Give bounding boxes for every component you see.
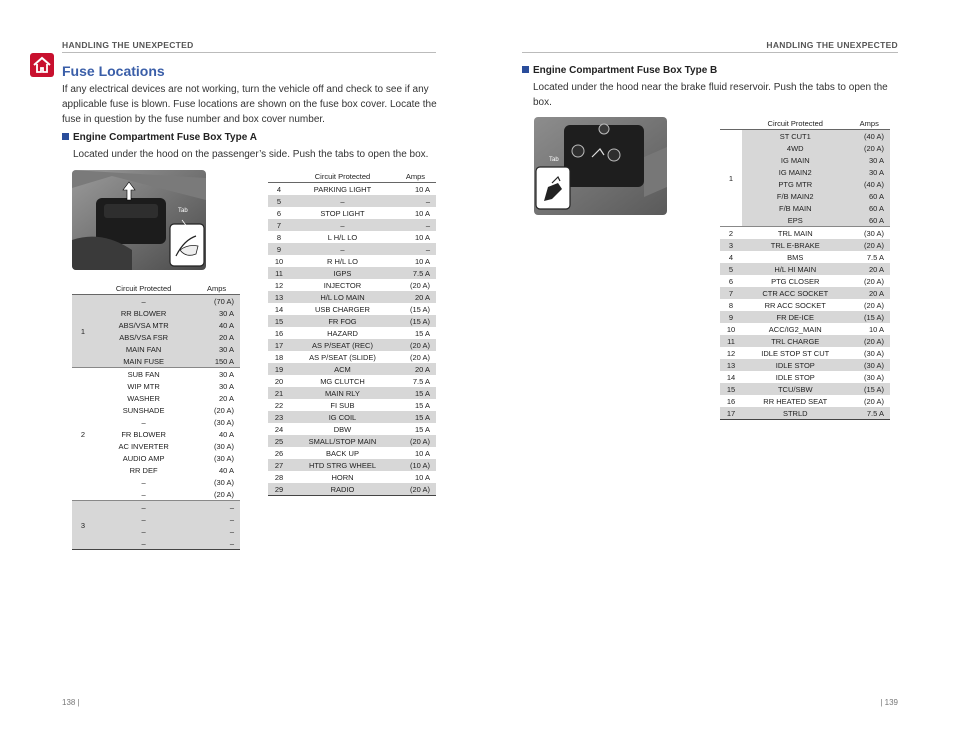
table-row	[268, 327, 436, 339]
table-row	[72, 319, 240, 331]
circuit-name: IDLE STOP	[742, 359, 849, 371]
table-row	[268, 411, 436, 423]
amp-rating: (20 A)	[395, 483, 436, 496]
circuit-name: L H/L LO	[327, 232, 358, 242]
table-row	[268, 303, 436, 315]
home-button[interactable]	[30, 53, 54, 77]
page-number-right: | 139	[880, 698, 898, 707]
circuit-name: –	[141, 417, 146, 427]
circuit-name: IG MAIN2	[742, 166, 849, 178]
fuse-table-b-body	[720, 130, 890, 420]
amp-rating: (20 A)	[849, 335, 890, 347]
fuse-number: 16	[726, 396, 736, 406]
circuit-name: ABS/VSA MTR	[94, 319, 193, 331]
table-row	[72, 368, 240, 381]
table-row	[720, 178, 890, 190]
fuse-number: 12	[726, 348, 736, 358]
amp-rating: (40 A)	[849, 130, 890, 143]
circuit-name: RADIO	[290, 483, 395, 496]
header-rule	[522, 52, 898, 53]
circuit-name: TCU/SBW	[742, 383, 849, 395]
table-row	[72, 343, 240, 355]
table-row	[720, 130, 890, 143]
amp-rating: 10 A	[414, 184, 430, 194]
circuit-name: RR HEATED SEAT	[763, 396, 828, 406]
circuit-name: RR BLOWER	[94, 307, 193, 319]
table-row	[268, 375, 436, 387]
circuit-name: H/L LO MAIN	[290, 291, 395, 303]
amp-rating: –	[395, 195, 436, 207]
amp-rating: 10 A	[868, 324, 884, 334]
table-row	[72, 355, 240, 368]
amp-rating: 7.5 A	[849, 407, 890, 420]
table-row	[268, 279, 436, 291]
fuse-number: 5	[720, 263, 742, 275]
fuse-number: 2	[728, 228, 734, 238]
table-row	[268, 219, 436, 231]
table-row	[72, 501, 240, 514]
table-row	[720, 287, 890, 299]
amp-rating: 10 A	[414, 208, 430, 218]
amp-rating: (70 A)	[193, 295, 240, 308]
fuse-number: 29	[268, 483, 290, 496]
table-row	[72, 428, 240, 440]
table-row	[268, 267, 436, 279]
circuit-name: –	[94, 513, 193, 525]
fuse-number: 16	[274, 328, 284, 338]
table-row	[72, 331, 240, 343]
amp-rating: (30 A)	[213, 441, 234, 451]
amp-rating: 15 A	[414, 328, 430, 338]
circuit-name: IG COIL	[290, 411, 395, 423]
amp-rating: 30 A	[218, 369, 234, 379]
col-header-amps: Amps	[849, 117, 890, 130]
fuse-number: 23	[268, 411, 290, 423]
fuse-table-a1-body	[72, 295, 240, 550]
circuit-name: AS P/SEAT (SLIDE)	[309, 352, 376, 362]
circuit-name: –	[94, 295, 193, 308]
amp-rating: (20 A)	[863, 396, 884, 406]
amp-rating: (20 A)	[213, 405, 234, 415]
amp-rating: 30 A	[849, 166, 890, 178]
table-row	[268, 423, 436, 435]
amp-rating: (15 A)	[849, 311, 890, 323]
fuse-table-b	[720, 117, 890, 420]
amp-rating: –	[193, 513, 240, 525]
circuit-name: –	[141, 477, 146, 487]
table-row	[268, 315, 436, 327]
fuse-number: 9	[268, 243, 290, 255]
col-header-circuit: Circuit Protected	[290, 170, 395, 183]
table-row	[720, 142, 890, 154]
running-header-left: HANDLING THE UNEXPECTED	[62, 40, 194, 50]
circuit-name: –	[94, 501, 193, 514]
section-b-heading	[522, 65, 717, 76]
circuit-name: F/B MAIN2	[742, 190, 849, 202]
amp-rating: –	[395, 219, 436, 231]
fuse-number: 8	[728, 300, 734, 310]
table-row	[72, 464, 240, 476]
table-row	[268, 183, 436, 196]
col-header-num	[720, 117, 742, 130]
amp-rating: (30 A)	[863, 372, 884, 382]
amp-rating: 150 A	[193, 355, 240, 368]
fuse-number: 19	[268, 363, 290, 375]
circuit-name: WASHER	[127, 393, 160, 403]
table-row	[268, 435, 436, 447]
amp-rating: (15 A)	[409, 304, 430, 314]
bullet-square-icon	[62, 133, 69, 140]
circuit-name: F/B MAIN	[742, 202, 849, 214]
header-rule	[62, 52, 436, 53]
circuit-name: ABS/VSA FSR	[94, 331, 193, 343]
amp-rating: (20 A)	[409, 280, 430, 290]
fuse-number: 21	[268, 387, 290, 399]
table-row	[268, 339, 436, 351]
fuse-number: 17	[720, 407, 742, 420]
section-b-heading-text: Engine Compartment Fuse Box Type B	[533, 65, 718, 76]
circuit-name: FR BLOWER	[121, 429, 166, 439]
col-header-num	[72, 282, 94, 295]
fuse-number: 3	[72, 501, 94, 550]
amp-rating: 20 A	[849, 263, 890, 275]
fuse-number: 20	[274, 376, 284, 386]
fuse-number: 6	[276, 208, 282, 218]
col-header-num	[268, 170, 290, 183]
col-header-amps: Amps	[395, 170, 436, 183]
fuse-number: 1	[72, 295, 94, 368]
circuit-name: MAIN FUSE	[94, 355, 193, 368]
circuit-name: –	[290, 243, 395, 255]
circuit-name: INJECTOR	[323, 280, 362, 290]
circuit-name: HTD STRG WHEEL	[290, 459, 395, 471]
amp-rating: (30 A)	[213, 417, 234, 427]
amp-rating: (20 A)	[409, 352, 430, 362]
fuse-box-a-photo	[72, 170, 206, 270]
amp-rating: 60 A	[849, 202, 890, 214]
amp-rating: 7.5 A	[412, 376, 430, 386]
amp-rating: (15 A)	[849, 383, 890, 395]
amp-rating: 60 A	[849, 214, 890, 227]
fuse-number: 11	[720, 335, 742, 347]
table-row	[72, 513, 240, 525]
tab-label: Tab	[549, 157, 559, 163]
fuse-number: 2	[72, 368, 94, 501]
fuse-number: 24	[274, 424, 284, 434]
fuse-number: 14	[274, 304, 284, 314]
fuse-number: 12	[274, 280, 284, 290]
fuse-number: 10	[726, 324, 736, 334]
circuit-name: FR DE-ICE	[742, 311, 849, 323]
table-row	[72, 380, 240, 392]
circuit-name: FI SUB	[330, 400, 355, 410]
circuit-name: ACC/IG2_MAIN	[768, 324, 822, 334]
fuse-number: 22	[274, 400, 284, 410]
circuit-name: TRL E-BRAKE	[742, 239, 849, 251]
amp-rating: 20 A	[218, 393, 234, 403]
table-row	[72, 404, 240, 416]
amp-rating: 40 A	[193, 319, 240, 331]
table-row	[720, 251, 890, 263]
table-row	[720, 154, 890, 166]
circuit-name: HORN	[331, 472, 354, 482]
amp-rating: (40 A)	[849, 178, 890, 190]
amp-rating: (15 A)	[395, 315, 436, 327]
circuit-name: SUNSHADE	[122, 405, 165, 415]
circuit-name: CTR ACC SOCKET	[742, 287, 849, 299]
intro-paragraph: If any electrical devices are not working, turn the vehicle off and check to see if any applicable fuse is blown. Fuse locations are shown on the fuse box cover. Locate the fuse in question by the fuse number and box cover number.	[62, 84, 437, 125]
circuit-name: WIP MTR	[127, 381, 160, 391]
amp-rating: (20 A)	[395, 435, 436, 447]
amp-rating: (20 A)	[849, 239, 890, 251]
circuit-name: PTG CLOSER	[771, 276, 820, 286]
table-row	[268, 195, 436, 207]
table-row	[72, 295, 240, 308]
circuit-name: FR FOG	[290, 315, 395, 327]
circuit-name: –	[94, 525, 193, 537]
amp-rating: (20 A)	[863, 300, 884, 310]
table-row	[72, 440, 240, 452]
circuit-name: PTG MTR	[742, 178, 849, 190]
table-row	[72, 452, 240, 464]
circuit-name: ACM	[290, 363, 395, 375]
amp-rating: (20 A)	[395, 339, 436, 351]
table-row	[720, 239, 890, 251]
amp-rating: 30 A	[218, 381, 234, 391]
table-row	[720, 227, 890, 240]
page-title: Fuse Locations	[62, 63, 165, 79]
circuit-name: 4WD	[742, 142, 849, 154]
section-a-heading	[62, 132, 257, 143]
circuit-name: –	[290, 219, 395, 231]
table-row	[268, 231, 436, 243]
circuit-name: TRL CHARGE	[742, 335, 849, 347]
amp-rating: 40 A	[218, 465, 234, 475]
circuit-name: STRLD	[742, 407, 849, 420]
table-row	[720, 299, 890, 311]
fuse-number: 6	[728, 276, 734, 286]
amp-rating: 15 A	[395, 387, 436, 399]
amp-rating: 30 A	[193, 307, 240, 319]
page-number-left: 138 |	[62, 698, 80, 707]
section-b-text: Located under the hood near the brake fluid reservoir. Push the tabs to open the box.	[533, 82, 888, 108]
circuit-name: PARKING LIGHT	[313, 184, 372, 194]
table-row	[720, 371, 890, 383]
circuit-name: STOP LIGHT	[320, 208, 365, 218]
circuit-name: MAIN FAN	[94, 343, 193, 355]
table-row	[268, 483, 436, 496]
amp-rating: (20 A)	[193, 488, 240, 501]
fuse-number: 18	[274, 352, 284, 362]
fuse-table-a2	[268, 170, 436, 496]
circuit-name: –	[290, 195, 395, 207]
fuse-number: 15	[268, 315, 290, 327]
amp-rating: (30 A)	[863, 228, 884, 238]
fuse-table-a2-body	[268, 183, 436, 496]
fuse-number: 4	[728, 252, 734, 262]
amp-rating: 30 A	[193, 343, 240, 355]
table-row	[720, 311, 890, 323]
amp-rating: 15 A	[395, 411, 436, 423]
fuse-number: 3	[720, 239, 742, 251]
amp-rating: 40 A	[218, 429, 234, 439]
table-row	[72, 537, 240, 550]
circuit-name: IGPS	[290, 267, 395, 279]
circuit-name: AS P/SEAT (REC)	[290, 339, 395, 351]
col-header-circuit: Circuit Protected	[94, 282, 193, 295]
table-row	[720, 166, 890, 178]
bullet-square-icon	[522, 66, 529, 73]
table-row	[268, 387, 436, 399]
circuit-name: DBW	[333, 424, 352, 434]
fuse-number: 4	[276, 184, 282, 194]
circuit-name: SUB FAN	[127, 369, 160, 379]
fuse-number: 13	[720, 359, 742, 371]
circuit-name: TRL MAIN	[777, 228, 813, 238]
fuse-number: 11	[268, 267, 290, 279]
table-row	[268, 243, 436, 255]
amp-rating: 10 A	[414, 448, 430, 458]
table-row	[720, 383, 890, 395]
right-page	[480, 0, 960, 750]
table-row	[720, 190, 890, 202]
section-a-text: Located under the hood on the passenger’s side. Push the tabs to open the box.	[73, 149, 429, 160]
table-row	[720, 335, 890, 347]
table-row	[720, 275, 890, 287]
amp-rating: (20 A)	[849, 142, 890, 154]
running-header-right: HANDLING THE UNEXPECTED	[766, 40, 898, 50]
fuse-number: 15	[720, 383, 742, 395]
amp-rating: (30 A)	[863, 348, 884, 358]
circuit-name: RR DEF	[129, 465, 158, 475]
table-row	[720, 359, 890, 371]
circuit-name: IDLE STOP	[775, 372, 815, 382]
table-row	[720, 214, 890, 227]
amp-rating: 15 A	[414, 424, 430, 434]
fuse-number: 27	[268, 459, 290, 471]
amp-rating: (30 A)	[213, 477, 234, 487]
amp-rating: –	[193, 537, 240, 550]
circuit-name: –	[94, 488, 193, 501]
fuse-number: 26	[274, 448, 284, 458]
amp-rating: 7.5 A	[395, 267, 436, 279]
amp-rating: 10 A	[414, 472, 430, 482]
table-row	[268, 471, 436, 483]
table-row	[720, 347, 890, 359]
circuit-name: MAIN RLY	[290, 387, 395, 399]
tab-label: Tab	[178, 208, 188, 214]
table-row	[268, 207, 436, 219]
table-row	[72, 307, 240, 319]
fuse-number: 14	[726, 372, 736, 382]
table-row	[268, 255, 436, 267]
circuit-name: BMS	[787, 252, 804, 262]
fuse-number: 7	[268, 219, 290, 231]
circuit-name: ST CUT1	[742, 130, 849, 143]
amp-rating: –	[193, 525, 240, 537]
circuit-name: SMALL/STOP MAIN	[290, 435, 395, 447]
fuse-number: 9	[720, 311, 742, 323]
table-row	[72, 525, 240, 537]
amp-rating: –	[395, 243, 436, 255]
table-row	[720, 202, 890, 214]
fuse-number: 1	[720, 130, 742, 227]
circuit-name: H/L HI MAIN	[742, 263, 849, 275]
table-row	[268, 351, 436, 363]
col-header-circuit: Circuit Protected	[742, 117, 849, 130]
amp-rating: –	[193, 501, 240, 514]
fuse-box-b-photo	[534, 117, 667, 215]
circuit-name: HAZARD	[327, 328, 358, 338]
amp-rating: 20 A	[395, 363, 436, 375]
fuse-table-a1	[72, 282, 240, 550]
col-header-amps: Amps	[193, 282, 240, 295]
table-row	[268, 459, 436, 471]
table-row	[268, 399, 436, 411]
amp-rating: (30 A)	[849, 359, 890, 371]
table-row	[268, 363, 436, 375]
fuse-number: 28	[274, 472, 284, 482]
circuit-name: –	[94, 537, 193, 550]
amp-rating: 10 A	[414, 256, 430, 266]
amp-rating: 15 A	[414, 400, 430, 410]
table-row	[72, 416, 240, 428]
amp-rating: 7.5 A	[866, 252, 884, 262]
circuit-name: AUDIO AMP	[122, 453, 165, 463]
circuit-name: R H/L LO	[326, 256, 358, 266]
circuit-name: IG MAIN	[742, 154, 849, 166]
home-icon	[30, 53, 54, 77]
fuse-number: 13	[268, 291, 290, 303]
amp-rating: 20 A	[849, 287, 890, 299]
table-row	[72, 476, 240, 488]
table-row	[268, 291, 436, 303]
amp-rating: (20 A)	[863, 276, 884, 286]
circuit-name: BACK UP	[326, 448, 359, 458]
fuse-number: 7	[720, 287, 742, 299]
table-row	[720, 407, 890, 420]
circuit-name: RR ACC SOCKET	[764, 300, 826, 310]
amp-rating: 60 A	[849, 190, 890, 202]
fuse-number: 10	[274, 256, 284, 266]
table-row	[72, 488, 240, 501]
table-row	[268, 447, 436, 459]
fuse-number: 17	[268, 339, 290, 351]
circuit-name: EPS	[742, 214, 849, 227]
amp-rating: 20 A	[395, 291, 436, 303]
amp-rating: (10 A)	[395, 459, 436, 471]
fuse-number: 8	[276, 232, 282, 242]
circuit-name: MG CLUTCH	[320, 376, 365, 386]
section-a-heading-text: Engine Compartment Fuse Box Type A	[73, 132, 257, 143]
table-row	[720, 263, 890, 275]
fuse-number: 25	[268, 435, 290, 447]
table-row	[720, 395, 890, 407]
fuse-number: 5	[268, 195, 290, 207]
amp-rating: 10 A	[414, 232, 430, 242]
table-row	[72, 392, 240, 404]
amp-rating: 30 A	[849, 154, 890, 166]
table-row	[720, 323, 890, 335]
amp-rating: (30 A)	[213, 453, 234, 463]
circuit-name: USB CHARGER	[314, 304, 370, 314]
circuit-name: AC INVERTER	[118, 441, 169, 451]
amp-rating: 20 A	[193, 331, 240, 343]
circuit-name: IDLE STOP ST CUT	[761, 348, 830, 358]
